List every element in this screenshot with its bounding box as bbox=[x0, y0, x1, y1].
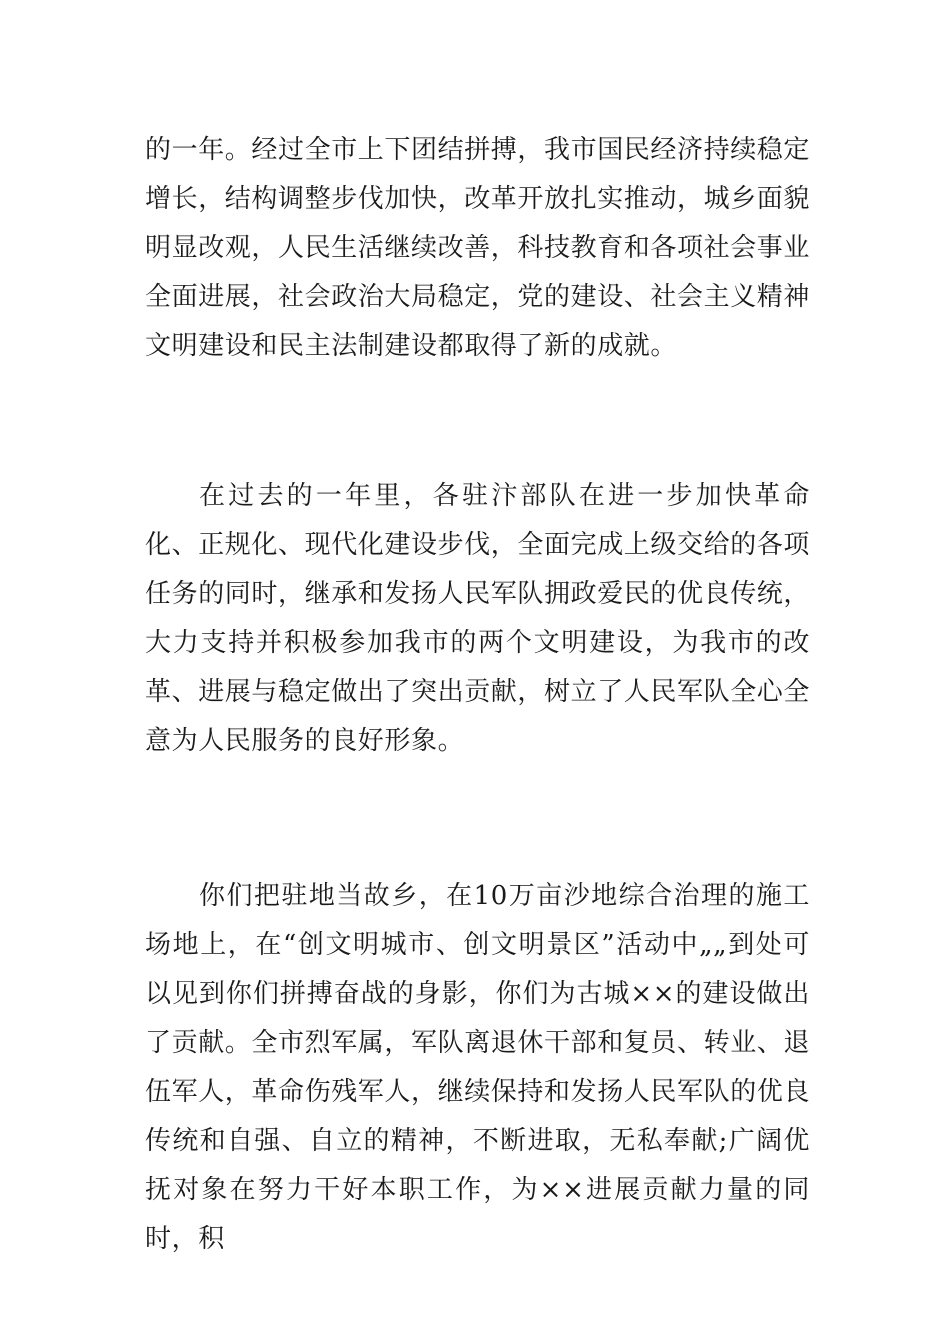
paragraph-continuation: 的一年。经过全市上下团结拼搏，我市国民经济持续稳定增长，结构调整步伐加快，改革开放扎实推动，城乡面貌明显改观，人民生活继续改善，科技教育和各项社会事业全面进展，社会政治大局稳定，党的建设、社会主义精神文明建设和民主法制建设都取得了新的成就。 bbox=[145, 135, 811, 361]
paragraph-troops-contribution: 在过去的一年里，各驻汴部队在进一步加快革命化、正规化、现代化建设步伐，全面完成上级交给的各项任务的同时，继承和发扬人民军队拥政爱民的优良传统，大力支持并积极参加我市的两个文明建设，为我市的改革、进展与稳定做出了突出贡献，树立了人民军队全心全意为人民服务的良好形象。 bbox=[145, 481, 811, 756]
paragraph-local-construction: 你们把驻地当故乡，在10万亩沙地综合治理的施工场地上，在“创文明城市、创文明景区”活动中„„到处可以见到你们拼搏奋战的身影，你们为古城××的建设做出了贡献。全市烈军属，军队离退休干部和复员、转业、退伍军人，革命伤残军人，继续保持和发扬人民军队的优良传统和自强、自立的精神，不断进取，无私奉献;广阔优抚对象在努力干好本职工作，为××进展贡献力量的同时，积 bbox=[145, 881, 811, 1254]
